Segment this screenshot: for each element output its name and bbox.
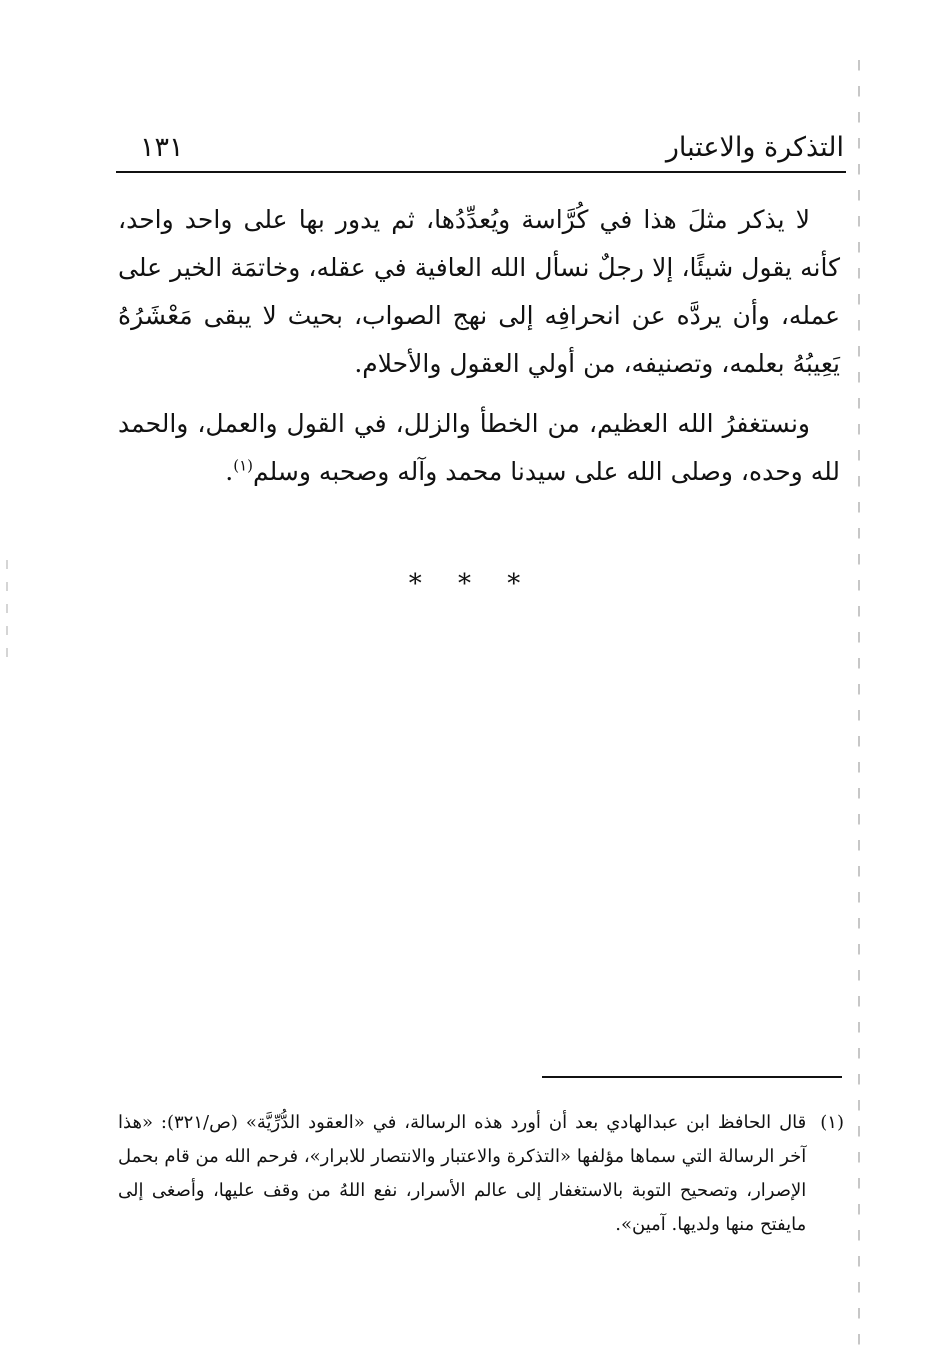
running-title: التذكرة والاعتبار: [665, 132, 844, 163]
footnote-text: قال الحافظ ابن عبدالهادي بعد أن أورد هذه الرسالة، في «العقود الدُّرِّيَّة» (ص/٣٢١): «هذا آخر الرسالة التي سماها مؤلفها «التذكرة والاعتبار والانتصار للابرار»، فرحم الله من قام بحمل الإصرار، وتصحيح التوبة بالاستغفار إلى عالم الأسرار، نفع اللهُ من وقف عليها، وأصغى إلى مايفتح منها ولديها. آمين».: [118, 1112, 807, 1235]
page-edge-dots: [858, 60, 860, 1350]
footnote-reference[interactable]: (١): [233, 456, 254, 475]
footnote: [118, 1106, 844, 1242]
section-separator: * * *: [408, 569, 535, 599]
paragraph: [118, 400, 840, 496]
page-number: ١٣١: [140, 132, 184, 163]
header-rule: [116, 171, 846, 173]
paragraph-end: .: [225, 457, 234, 486]
footnote-rule: [542, 1076, 842, 1078]
page-header: [116, 128, 844, 172]
paragraph-text: ونستغفرُ الله العظيم، من الخطأ والزلل، في القول والعمل، والحمد لله وحده، وصلى الله على سيدنا محمد وآله وصحبه وسلم: [118, 409, 840, 486]
main-text: [118, 196, 840, 496]
paragraph: لا يذكر مثلَ هذا في كُرَّاسة ويُعدِّدُها، ثم يدور بها على واحد واحد، كأنه يقول شيئًا، إلا رجلٌ نسأل الله العافية في عقله، وخاتمَة الخير على عمله، وأن يردَّه عن انحرافِه إلى نهج الصواب، بحيث لا يبقى مَعْشَرُهُ يَعِيبُهُ بعلمه، وتصنيفه، من أولي العقول والأحلام.: [118, 205, 840, 378]
footnote-marker: (١): [820, 1112, 844, 1133]
